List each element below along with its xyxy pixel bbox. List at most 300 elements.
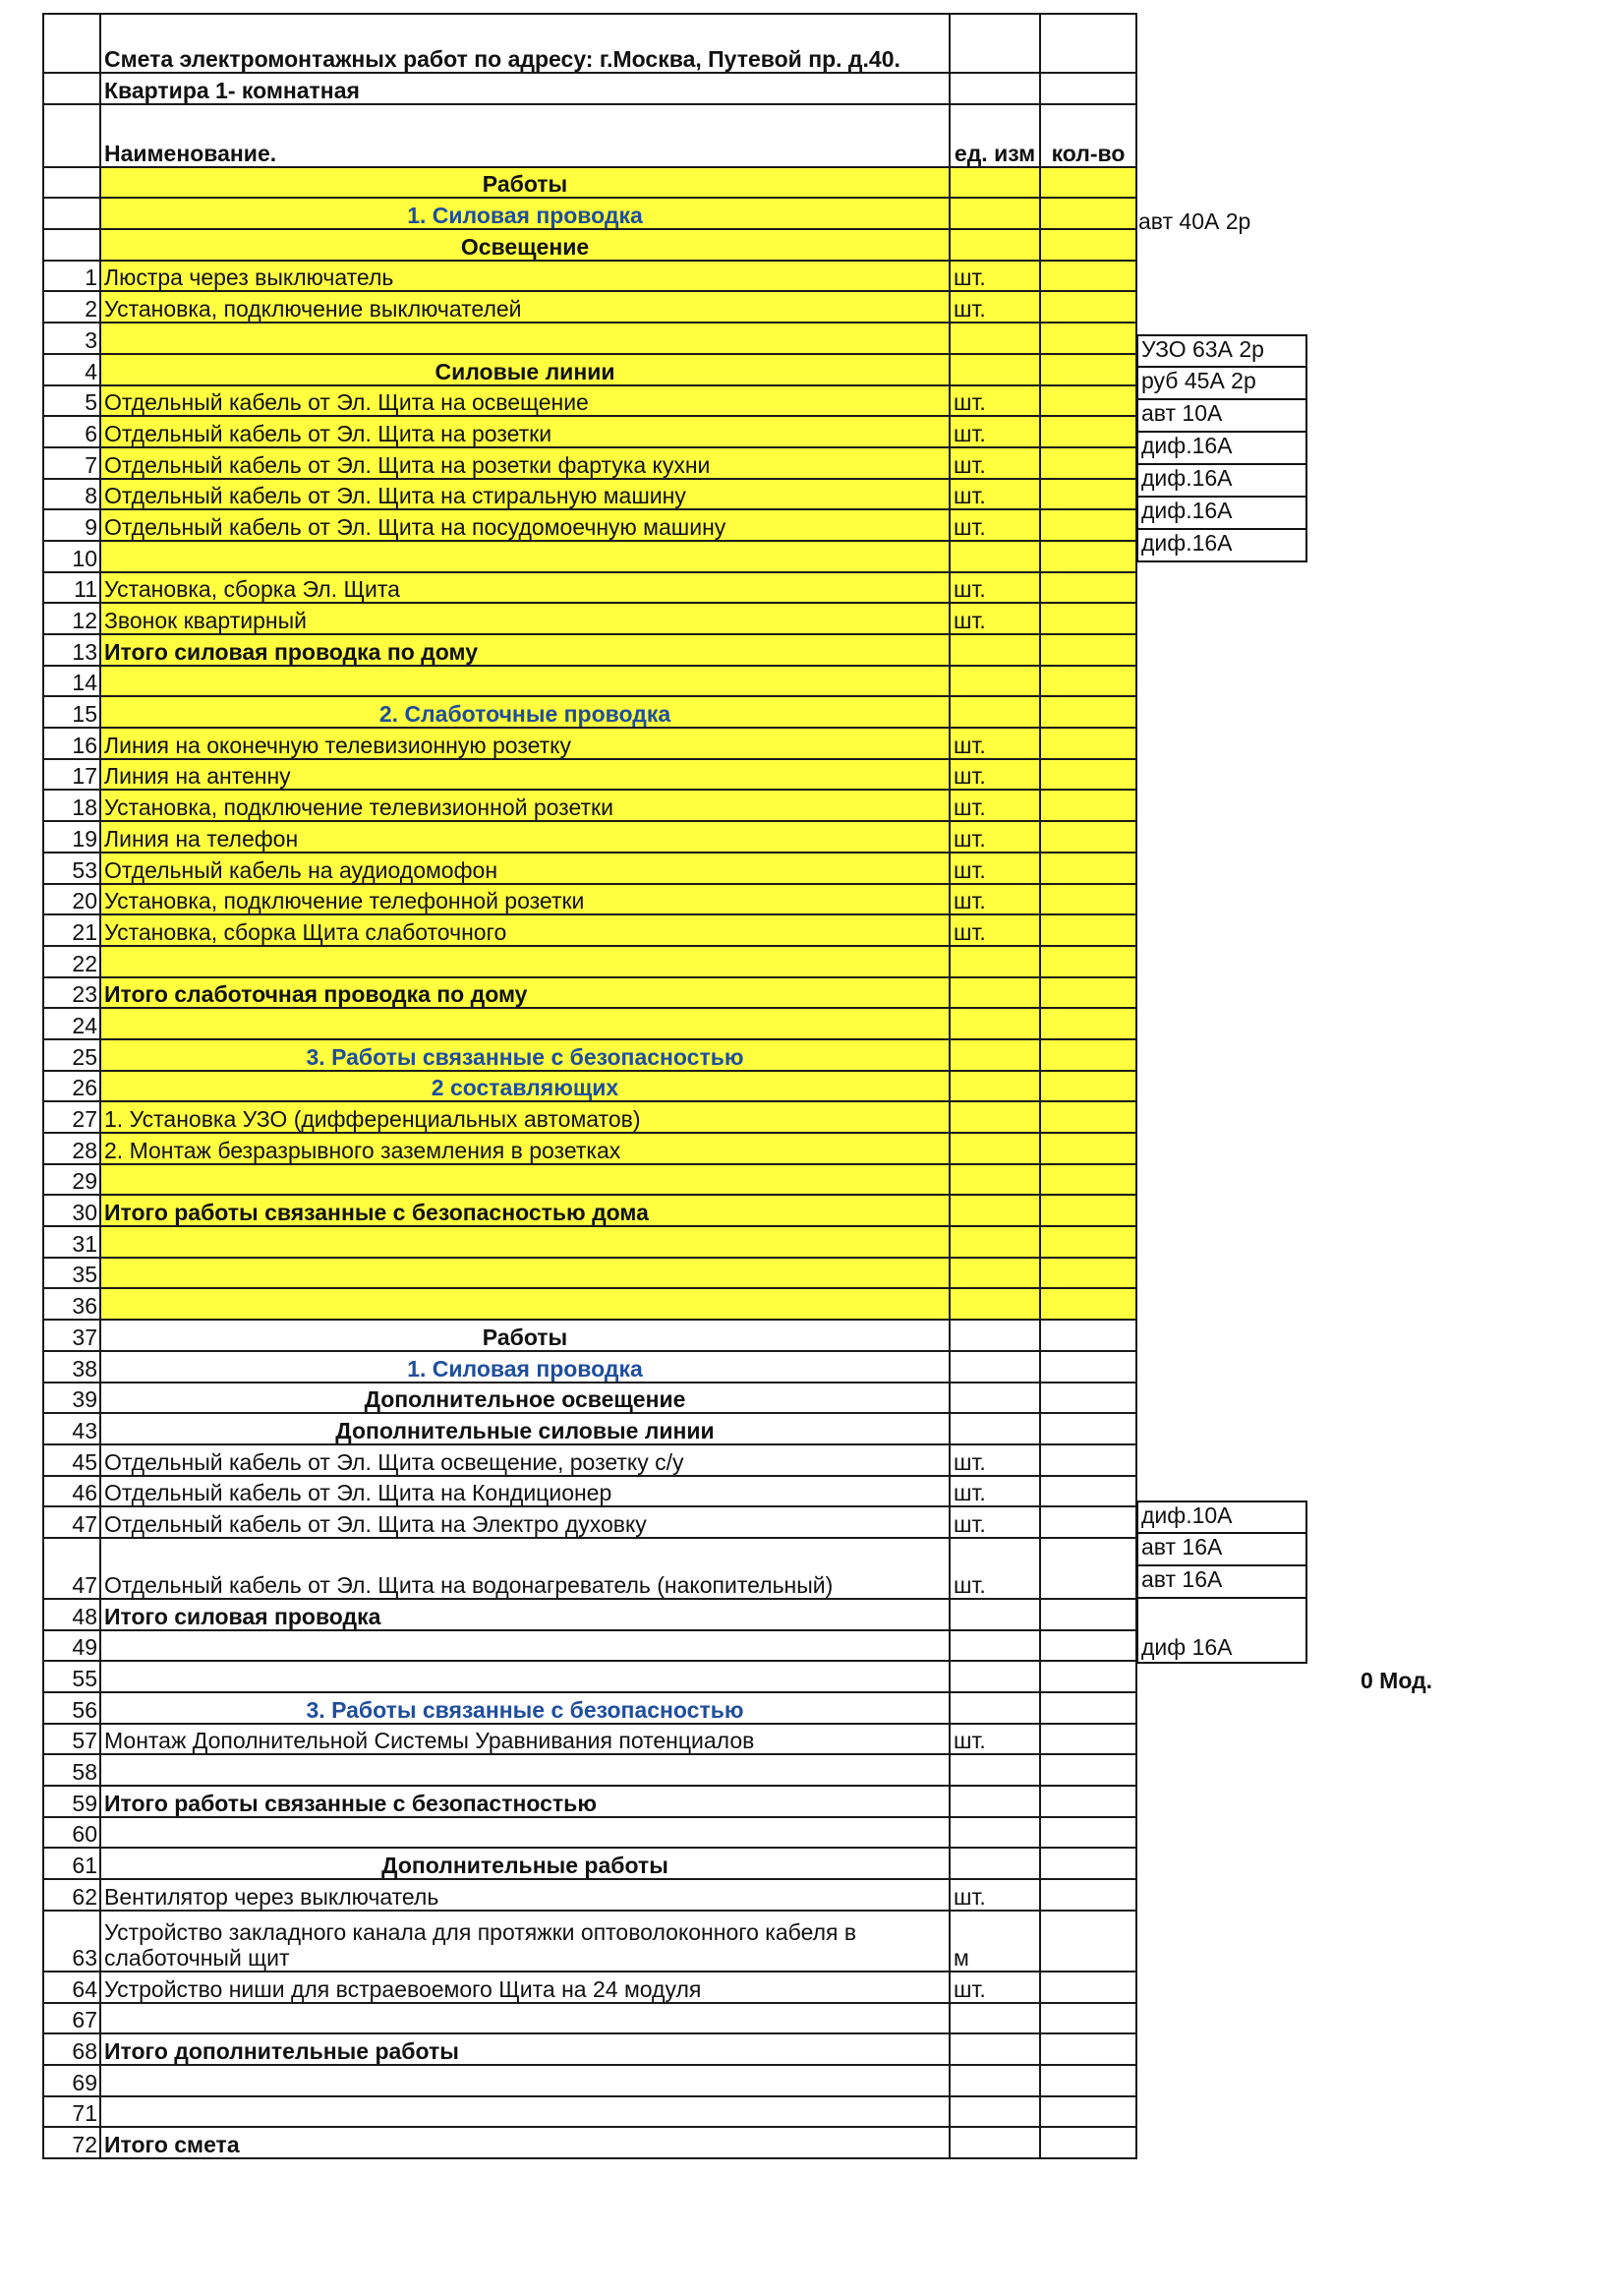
row-number: 38 [43, 1351, 100, 1383]
row-qty [1040, 1039, 1136, 1071]
row-name [100, 323, 950, 354]
note-diff-16a-3: диф.16А [1136, 498, 1307, 530]
row-number: 45 [43, 1444, 100, 1476]
table-row [43, 790, 1136, 821]
row-unit [950, 1383, 1040, 1414]
row-qty [1040, 572, 1136, 604]
table-row [43, 1786, 1136, 1817]
row-number: 61 [43, 1848, 100, 1879]
row-unit [950, 1288, 1040, 1320]
row-qty [1040, 1972, 1136, 2003]
row-unit: шт. [950, 821, 1040, 853]
table-row [43, 261, 1136, 292]
note-rcd-63a: УЗО 63А 2р [1136, 334, 1307, 368]
row-number: 39 [43, 1383, 100, 1414]
row-number: 23 [43, 977, 100, 1009]
row-name: 1. Установка УЗО (дифференциальных автоматов) [100, 1101, 950, 1133]
row-name [100, 1817, 950, 1849]
note-breaker-16a-2: авт 16А [1136, 1566, 1307, 1599]
row-qty [1040, 354, 1136, 385]
row-number: 14 [43, 666, 100, 697]
table-row [43, 1195, 1136, 1226]
row-unit [950, 1661, 1040, 1692]
row-name [100, 1754, 950, 1786]
table-row [43, 884, 1136, 915]
row-qty [1040, 1506, 1136, 1538]
row-name: 2. Слаботочные проводка [100, 696, 950, 728]
row-unit [950, 2065, 1040, 2096]
table-row [43, 198, 1136, 229]
table-row [43, 1413, 1136, 1444]
row-number: 30 [43, 1195, 100, 1226]
subtitle-row [43, 73, 1136, 104]
row-number [43, 229, 100, 261]
row-unit [950, 323, 1040, 354]
row-unit: шт. [950, 1476, 1040, 1507]
row-name: Итого дополнительные работы [100, 2033, 950, 2065]
row-qty [1040, 666, 1136, 697]
row-unit [950, 1164, 1040, 1196]
row-unit: шт. [950, 291, 1040, 323]
row-number: 49 [43, 1630, 100, 1662]
row-unit [950, 946, 1040, 977]
row-name [100, 1164, 950, 1196]
table-row [43, 167, 1136, 199]
table-row [43, 1972, 1136, 2003]
row-qty [1040, 2127, 1136, 2158]
table-row [43, 447, 1136, 479]
table-row [43, 759, 1136, 791]
row-qty [1040, 946, 1136, 977]
row-unit: шт. [950, 447, 1040, 479]
row-qty [1040, 1444, 1136, 1476]
row-qty [1040, 2096, 1136, 2128]
table-row [43, 1879, 1136, 1911]
note-breaker-16a-1: авт 16А [1136, 1534, 1307, 1566]
row-number: 8 [43, 479, 100, 510]
row-unit [950, 1320, 1040, 1351]
row-unit [950, 2003, 1040, 2034]
row-unit [950, 634, 1040, 666]
row-unit [950, 1258, 1040, 1289]
row-number: 20 [43, 884, 100, 915]
row-name: Отдельный кабель от Эл. Щита на освещение [100, 385, 950, 417]
row-name: 2. Монтаж безразрывного заземления в розетках [100, 1133, 950, 1164]
column-header-row [43, 104, 1136, 167]
row-unit [950, 229, 1040, 261]
row-name [100, 541, 950, 572]
row-qty [1040, 1879, 1136, 1911]
row-unit [950, 167, 1040, 199]
row-name: 1. Силовая проводка [100, 198, 950, 229]
row-name [100, 1226, 950, 1258]
row-number: 31 [43, 1226, 100, 1258]
row-unit [950, 354, 1040, 385]
note-diff-16a-2: диф.16А [1136, 465, 1307, 498]
row-name [100, 1288, 950, 1320]
table-row [43, 2065, 1136, 2096]
row-qty [1040, 2003, 1136, 2034]
row-unit: шт. [950, 572, 1040, 604]
row-qty [1040, 759, 1136, 791]
table-row [43, 946, 1136, 977]
row-unit [950, 1101, 1040, 1133]
row-qty [1040, 884, 1136, 915]
row-name: Установка, подключение телефонной розетки [100, 884, 950, 915]
row-name: Дополнительные силовые линии [100, 1413, 950, 1444]
row-unit [950, 541, 1040, 572]
row-name: Итого слаботочная проводка по дому [100, 977, 950, 1009]
row-unit [950, 1195, 1040, 1226]
apartment-type: Квартира 1- комнатная [100, 73, 950, 104]
row-unit: шт. [950, 853, 1040, 884]
row-unit: м [950, 1911, 1040, 1972]
table-row [43, 323, 1136, 354]
row-qty [1040, 261, 1136, 292]
row-unit [950, 1413, 1040, 1444]
table-row [43, 1383, 1136, 1414]
row-name: Отдельный кабель от Эл. Щита на розетки [100, 416, 950, 447]
table-row [43, 479, 1136, 510]
row-name: 1. Силовая проводка [100, 1351, 950, 1383]
row-unit [950, 198, 1040, 229]
row-unit [950, 2033, 1040, 2065]
row-qty [1040, 1817, 1136, 1849]
row-number: 18 [43, 790, 100, 821]
row-name: Работы [100, 1320, 950, 1351]
row-number: 48 [43, 1599, 100, 1630]
row-unit: шт. [950, 884, 1040, 915]
row-qty [1040, 1008, 1136, 1039]
row-number: 47 [43, 1506, 100, 1538]
table-row [43, 1476, 1136, 1507]
column-header-qty: кол-во [1040, 104, 1136, 167]
row-name: Итого работы связанные с безопастностью [100, 1786, 950, 1817]
table-row [43, 821, 1136, 853]
row-name: 2 составляющих [100, 1071, 950, 1102]
row-unit: шт. [950, 1506, 1040, 1538]
row-unit [950, 1754, 1040, 1786]
row-number: 35 [43, 1258, 100, 1289]
row-qty [1040, 977, 1136, 1009]
row-qty [1040, 1133, 1136, 1164]
row-unit: шт. [950, 1444, 1040, 1476]
row-qty [1040, 1786, 1136, 1817]
row-unit [950, 1226, 1040, 1258]
row-number: 37 [43, 1320, 100, 1351]
row-name: Дополнительное освещение [100, 1383, 950, 1414]
row-unit [950, 1692, 1040, 1724]
row-unit: шт. [950, 1724, 1040, 1755]
row-number: 63 [43, 1911, 100, 1972]
row-name: Отдельный кабель от Эл. Щита освещение, розетку с/у [100, 1444, 950, 1476]
table-row [43, 2127, 1136, 2158]
row-qty [1040, 696, 1136, 728]
row-unit [950, 1039, 1040, 1071]
row-qty [1040, 1413, 1136, 1444]
row-unit: шт. [950, 479, 1040, 510]
table-row [43, 1692, 1136, 1724]
row-number: 53 [43, 853, 100, 884]
row-unit [950, 1817, 1040, 1849]
table-row [43, 291, 1136, 323]
table-row [43, 1848, 1136, 1879]
row-unit [950, 2096, 1040, 2128]
row-number: 15 [43, 696, 100, 728]
row-name: Итого работы связанные с безопасностью дома [100, 1195, 950, 1226]
table-row [43, 853, 1136, 884]
note-diff-16a-5: диф 16А [1136, 1599, 1307, 1664]
row-qty [1040, 603, 1136, 634]
row-unit: шт. [950, 1538, 1040, 1599]
row-qty [1040, 2033, 1136, 2065]
row-number [43, 167, 100, 199]
row-name: Итого смета [100, 2127, 950, 2158]
row-number: 36 [43, 1288, 100, 1320]
row-number: 22 [43, 946, 100, 977]
table-row [43, 696, 1136, 728]
row-qty [1040, 447, 1136, 479]
row-qty [1040, 790, 1136, 821]
row-unit: шт. [950, 509, 1040, 541]
row-qty [1040, 1848, 1136, 1879]
row-name [100, 946, 950, 977]
table-row [43, 1351, 1136, 1383]
row-name: Итого силовая проводка по дому [100, 634, 950, 666]
row-unit: шт. [950, 416, 1040, 447]
table-row [43, 1724, 1136, 1755]
row-qty [1040, 821, 1136, 853]
row-name: Линия на оконечную телевизионную розетку [100, 728, 950, 759]
table-row [43, 728, 1136, 759]
row-name: Отдельный кабель от Эл. Щита на водонагреватель (накопительный) [100, 1538, 950, 1599]
row-number: 25 [43, 1039, 100, 1071]
table-row [43, 1506, 1136, 1538]
row-number: 67 [43, 2003, 100, 2034]
row-unit [950, 1008, 1040, 1039]
row-number: 57 [43, 1724, 100, 1755]
row-number: 62 [43, 1879, 100, 1911]
row-name [100, 1661, 950, 1692]
table-row [43, 1817, 1136, 1849]
row-unit [950, 1599, 1040, 1630]
row-number: 59 [43, 1786, 100, 1817]
row-number: 46 [43, 1476, 100, 1507]
table-row [43, 1661, 1136, 1692]
row-number: 55 [43, 1661, 100, 1692]
row-qty [1040, 541, 1136, 572]
row-number: 11 [43, 572, 100, 604]
row-name: Итого силовая проводка [100, 1599, 950, 1630]
row-unit: шт. [950, 385, 1040, 417]
row-number: 21 [43, 914, 100, 946]
row-name: Отдельный кабель от Эл. Щита на Электро духовку [100, 1506, 950, 1538]
row-number: 64 [43, 1972, 100, 2003]
row-qty [1040, 1724, 1136, 1755]
row-qty [1040, 1661, 1136, 1692]
table-row [43, 634, 1136, 666]
row-qty [1040, 853, 1136, 884]
row-qty [1040, 167, 1136, 199]
row-number: 43 [43, 1413, 100, 1444]
row-qty [1040, 1288, 1136, 1320]
row-name: Установка, подключение телевизионной розетки [100, 790, 950, 821]
row-name: Отдельный кабель на аудиодомофон [100, 853, 950, 884]
row-unit: шт. [950, 790, 1040, 821]
row-name [100, 2065, 950, 2096]
row-number: 69 [43, 2065, 100, 2096]
row-name [100, 1630, 950, 1662]
row-number: 28 [43, 1133, 100, 1164]
note-switch-45a: руб 45А 2р [1136, 368, 1307, 400]
table-row [43, 541, 1136, 572]
row-qty [1040, 1258, 1136, 1289]
row-name: Вентилятор через выключатель [100, 1879, 950, 1911]
row-qty [1040, 1630, 1136, 1662]
row-qty [1040, 385, 1136, 417]
row-name [100, 2096, 950, 2128]
row-qty [1040, 479, 1136, 510]
row-number: 12 [43, 603, 100, 634]
table-row [43, 1754, 1136, 1786]
row-unit [950, 1071, 1040, 1102]
row-number: 72 [43, 2127, 100, 2158]
row-qty [1040, 1692, 1136, 1724]
table-row [43, 354, 1136, 385]
row-qty [1040, 1911, 1136, 1972]
row-qty [1040, 1164, 1136, 1196]
row-qty [1040, 914, 1136, 946]
row-number: 2 [43, 291, 100, 323]
row-name: 3. Работы связанные с безопасностью [100, 1692, 950, 1724]
row-name: 3. Работы связанные с безопасностью [100, 1039, 950, 1071]
row-number: 1 [43, 261, 100, 292]
table-row [43, 1911, 1136, 1972]
row-unit [950, 1351, 1040, 1383]
row-qty [1040, 1071, 1136, 1102]
row-number: 7 [43, 447, 100, 479]
row-qty [1040, 323, 1136, 354]
row-name: Звонок квартирный [100, 603, 950, 634]
row-name: Установка, сборка Щита слаботочного [100, 914, 950, 946]
row-number: 27 [43, 1101, 100, 1133]
row-name: Линия на телефон [100, 821, 950, 853]
row-number: 9 [43, 509, 100, 541]
table-row [43, 2033, 1136, 2065]
row-qty [1040, 2065, 1136, 2096]
table-row [43, 385, 1136, 417]
row-unit [950, 1848, 1040, 1879]
row-qty [1040, 1383, 1136, 1414]
row-unit [950, 666, 1040, 697]
row-qty [1040, 634, 1136, 666]
row-qty [1040, 1320, 1136, 1351]
row-qty [1040, 509, 1136, 541]
table-row [43, 666, 1136, 697]
title-row [43, 14, 1136, 73]
note-modules-total: 0 Мод. [1361, 1668, 1433, 1693]
row-qty [1040, 291, 1136, 323]
note-breaker-10a: авт 10А [1136, 400, 1307, 433]
row-unit: шт. [950, 1879, 1040, 1911]
row-number: 3 [43, 323, 100, 354]
table-row [43, 603, 1136, 634]
row-qty [1040, 1754, 1136, 1786]
row-name [100, 1008, 950, 1039]
row-number: 6 [43, 416, 100, 447]
row-name: Освещение [100, 229, 950, 261]
row-number: 56 [43, 1692, 100, 1724]
table-row [43, 572, 1136, 604]
table-row [43, 1226, 1136, 1258]
note-diff-10a: диф.10А [1136, 1501, 1307, 1534]
row-unit: шт. [950, 728, 1040, 759]
row-name: Установка, подключение выключателей [100, 291, 950, 323]
note-diff-16a-1: диф.16А [1136, 433, 1307, 465]
table-row [43, 1538, 1136, 1599]
estimate-rows [43, 167, 1136, 2158]
row-unit [950, 977, 1040, 1009]
row-name: Дополнительные работы [100, 1848, 950, 1879]
row-qty [1040, 1538, 1136, 1599]
row-unit: шт. [950, 1972, 1040, 2003]
table-row [43, 1008, 1136, 1039]
document-title: Смета электромонтажных работ по адресу: г.Москва, Путевой пр. д.40. [100, 14, 950, 73]
note-breaker-40a: авт 40А 2р [1138, 208, 1251, 234]
row-number: 17 [43, 759, 100, 791]
row-qty [1040, 1226, 1136, 1258]
row-number: 47 [43, 1538, 100, 1599]
table-row [43, 1164, 1136, 1196]
row-number: 26 [43, 1071, 100, 1102]
row-unit [950, 1786, 1040, 1817]
row-name: Линия на антенну [100, 759, 950, 791]
row-number: 19 [43, 821, 100, 853]
table-row [43, 2003, 1136, 2034]
row-qty [1040, 416, 1136, 447]
row-number: 71 [43, 2096, 100, 2128]
row-number: 29 [43, 1164, 100, 1196]
row-unit [950, 2127, 1040, 2158]
row-unit [950, 696, 1040, 728]
row-name: Устройство ниши для встраевоемого Щита на 24 модуля [100, 1972, 950, 2003]
row-qty [1040, 1599, 1136, 1630]
row-name: Отдельный кабель от Эл. Щита на розетки фартука кухни [100, 447, 950, 479]
row-number: 60 [43, 1817, 100, 1849]
table-row [43, 977, 1136, 1009]
row-unit [950, 1133, 1040, 1164]
table-row [43, 1039, 1136, 1071]
row-number: 68 [43, 2033, 100, 2065]
table-row [43, 1101, 1136, 1133]
table-row [43, 509, 1136, 541]
note-diff-16a-4: диф.16А [1136, 530, 1307, 562]
row-unit [950, 1630, 1040, 1662]
row-number: 24 [43, 1008, 100, 1039]
row-number [43, 198, 100, 229]
row-qty [1040, 1195, 1136, 1226]
row-qty [1040, 1476, 1136, 1507]
row-number: 5 [43, 385, 100, 417]
row-name: Устройство закладного канала для протяжки оптоволоконного кабеля в слаботочный щит [100, 1911, 950, 1972]
row-name: Работы [100, 167, 950, 199]
table-row [43, 914, 1136, 946]
row-qty [1040, 728, 1136, 759]
row-unit: шт. [950, 759, 1040, 791]
table-row [43, 1288, 1136, 1320]
row-name: Монтаж Дополнительной Системы Уравнивания потенциалов [100, 1724, 950, 1755]
row-qty [1040, 198, 1136, 229]
